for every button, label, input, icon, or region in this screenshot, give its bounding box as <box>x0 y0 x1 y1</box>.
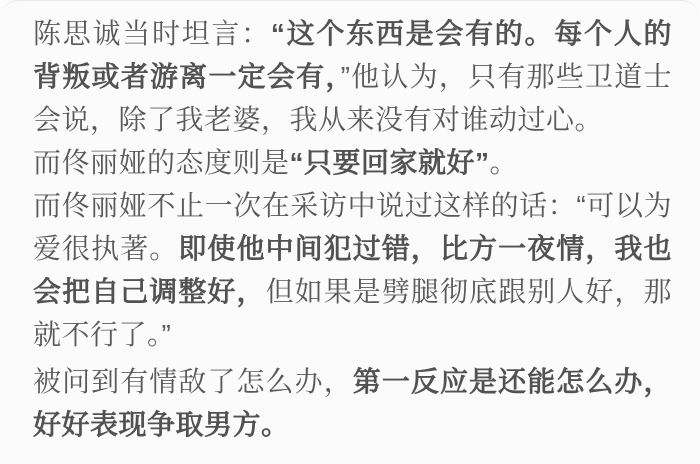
text-segment-bold: “这个东西是会有的。每个人的背叛或者游离一定会有， <box>33 18 672 92</box>
text-segment: 但如果是劈腿彻底跟别人好，那就不行了。” <box>33 276 672 350</box>
text-segment: ”他认为，只有那些卫道士会说，除了我老婆，我从来没有对谁动过心。 <box>33 61 672 135</box>
text-segment-bold: “只要回家就好” <box>289 147 490 178</box>
text-segment-bold: 即使他中间犯过错，比方一夜情，我也会把自己调整好， <box>33 233 672 307</box>
paragraph <box>33 12 672 141</box>
text-segment-bold: 第一反应是还能怎么办，好好表现争取男方。 <box>33 366 672 440</box>
article-body <box>2 1 698 446</box>
text-segment: 而佟丽娅不止一次在采访中说过这样的话：“可以为爱很执著。 <box>33 190 672 264</box>
paragraph <box>33 184 672 356</box>
text-segment: 。 <box>489 147 519 178</box>
paragraph <box>33 360 672 446</box>
text-segment: 被问到有情敌了怎么办， <box>33 366 353 397</box>
article-card <box>2 0 698 464</box>
text-segment: 陈思诚当时坦言： <box>33 18 271 49</box>
paragraph <box>33 141 672 184</box>
text-segment: 而佟丽娅的态度则是 <box>33 147 290 178</box>
